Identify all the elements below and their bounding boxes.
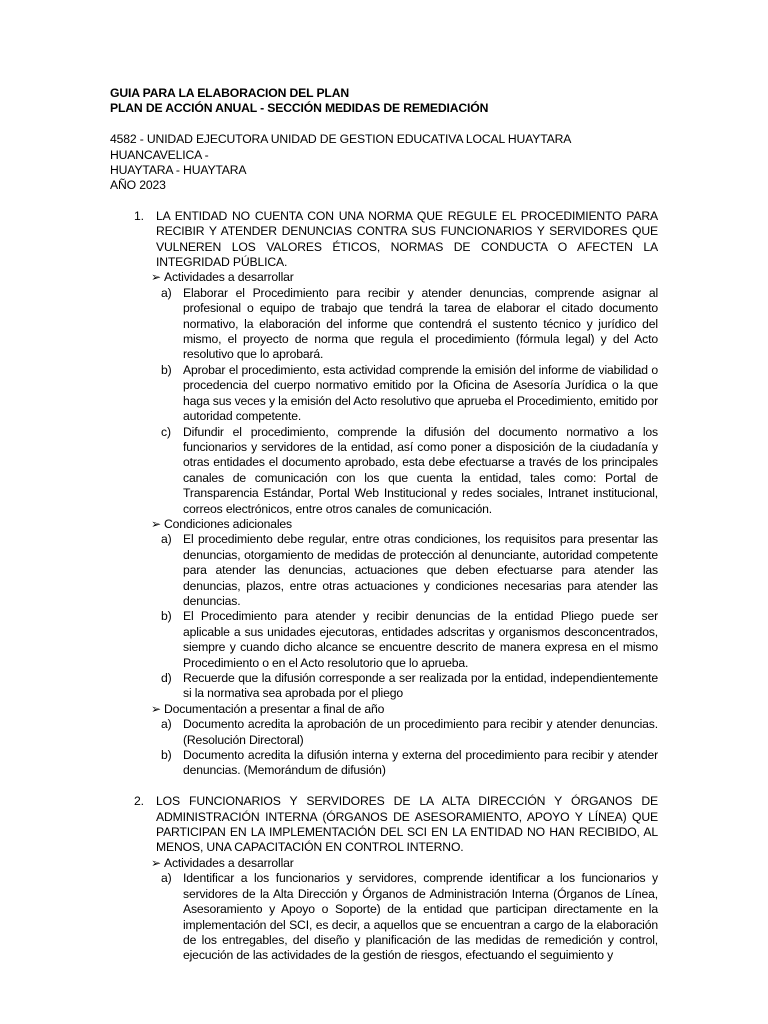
year-line: AÑO 2023: [110, 178, 166, 193]
list-item: b) Aprobar el procedimiento, esta actividad comprende la emisión del informe de viabilidad o procedencia del cuerpo normativo emitido por la Oficina de Asesoría Jurídica o la que haga sus veces y la emisión del Acto resolutivo que aprueba el Procedimiento, emitido por autoridad competente.: [161, 362, 658, 424]
group-heading: ➢ Actividades a desarrollar: [151, 855, 294, 870]
document-page: [110, 86, 658, 964]
group-heading: ➢ Actividades a desarrollar: [151, 270, 294, 285]
section-heading: LA ENTIDAD NO CUENTA CON UNA NORMA QUE REGULE EL PROCEDIMIENTO PARA RECIBIR Y ATENDER DENUNCIAS CONTRA SUS FUNCIONARIOS Y SERVIDORES QUE VULNEREN LOS VALORES ÉTICOS, NORMAS DE CONDUCTA O AFECTEN LA INTEGRIDAD PÚBLICA.: [156, 208, 658, 270]
list-item: d) Recuerde que la difusión corresponde a ser realizada por la entidad, independientemente si la normativa sea aprobada por el pliego: [161, 671, 658, 701]
list-item: a) Documento acredita la aprobación de un procedimiento para recibir y atender denuncias. (Resolución Directoral): [161, 717, 658, 747]
list-item: b) Documento acredita la difusión interna y externa del procedimiento para recibir y atender denuncias. (Memorándum de difusión): [161, 748, 658, 778]
entity-line1: 4582 - UNIDAD EJECUTORA UNIDAD DE GESTION EDUCATIVA LOCAL HUAYTARA HUANCAVELICA -: [110, 132, 571, 162]
entity-line2: HUAYTARA - HUAYTARA: [110, 163, 247, 178]
group-heading: ➢ Documentación a presentar a final de año: [151, 701, 385, 716]
arrow-bullet-icon: ➢: [151, 516, 162, 531]
section-number: 2.: [134, 794, 144, 809]
arrow-bullet-icon: ➢: [151, 270, 162, 285]
list-item: a) Elaborar el Procedimiento para recibir y atender denuncias, comprende asignar al profesional o equipo de trabajo que tendrá la tarea de elaborar el citado documento normativo, la elaboración del informe que contendrá el sustento técnico y jurídico del mismo, el proyecto de norma que regula el procedimiento (fórmula legal) y del Acto resolutivo que lo aprobará.: [161, 285, 658, 362]
section-1: [110, 209, 658, 271]
list-item: b) El Procedimiento para atender y recibir denuncias de la entidad Pliego puede ser aplicable a sus unidades ejecutoras, entidades adscritas y organismos desconcentrados, siempre y cuando dicho alcance se encuentre descrito de manera expresa en el mismo Procedimiento o en el Acto resolutorio que lo aprueba.: [161, 609, 658, 670]
document-title-line1: GUIA PARA LA ELABORACION DEL PLAN: [110, 86, 350, 100]
list-item: a) Identificar a los funcionarios y servidores, comprende identificar a los funcionarios y servidores de la Alta Dirección y Órganos de Administración Interna (Órganos de Línea, Asesoramiento y Apoyo o Soporte) de la entidad que participan directamente en la implementación del SCI, es decir, a aquellos que se encuentran a cargo de la elaboración de los entregables, del diseño y planificación de las medidas de remedición y control, ejecución de las actividades de la gestión de riesgos, efectuando el seguimiento y: [161, 871, 658, 963]
arrow-bullet-icon: ➢: [151, 701, 162, 716]
section-heading: LOS FUNCIONARIOS Y SERVIDORES DE LA ALTA DIRECCIÓN Y ÓRGANOS DE ADMINISTRACIÓN INTERNA (ÓRGANOS DE ASESORAMIENTO, APOYO Y LÍNEA) QUE PARTICIPAN EN LA IMPLEMENTACIÓN DEL SCI EN LA ENTIDAD NO HAN RECIBIDO, AL MENOS, UNA CAPACITACIÓN EN CONTROL INTERNO.: [156, 794, 658, 855]
list-item: a) El procedimiento debe regular, entre otras condiciones, los requisitos para presentar las denuncias, otorgamiento de medidas de protección al denunciante, autoridad competente para atender las denuncias, actuaciones que deben efectuarse para atender las denuncias, plazos, entre otras actuaciones y condiciones necesarias para atender las denuncias.: [161, 532, 658, 608]
list-item: c) Difundir el procedimiento, comprende la difusión del documento normativo a los funcionarios y servidores de la entidad, así como poner a disposición de la ciudadanía y otras entidades el documento aprobado, esta debe efectuarse a través de los principales canales de comunicación con los que cuenta la entidad, tales como: Portal de Transparencia Estándar, Portal Web Institucional y redes sociales, Intranet institucional, correos electrónicos, entre otros canales de comunicación.: [161, 424, 658, 516]
section-2: [110, 794, 658, 856]
section-number: 1.: [134, 208, 144, 223]
group-heading: ➢ Condiciones adicionales: [151, 516, 292, 531]
arrow-bullet-icon: ➢: [151, 855, 162, 870]
document-title-line2: PLAN DE ACCIÓN ANUAL - SECCIÓN MEDIDAS DE REMEDIACIÓN: [110, 101, 489, 116]
